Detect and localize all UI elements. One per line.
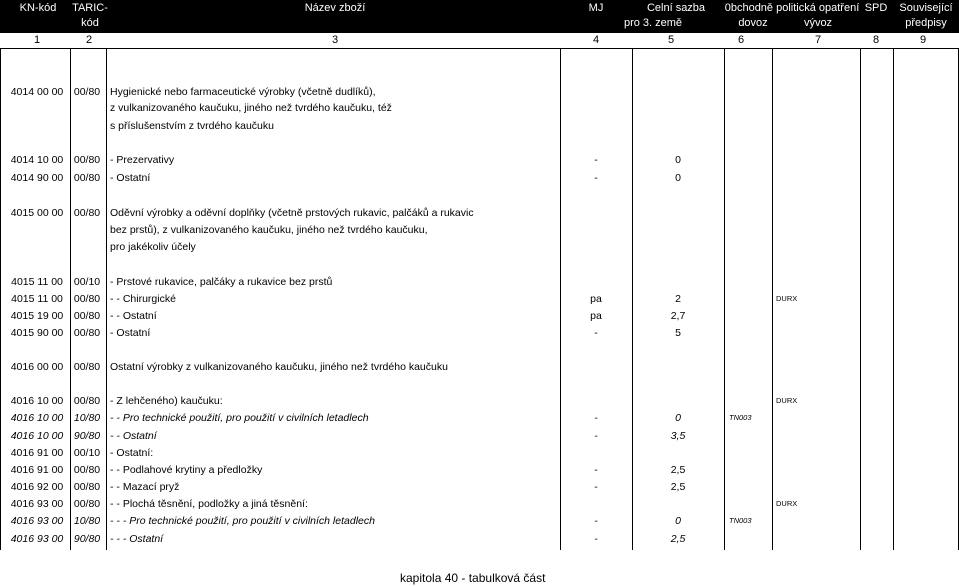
goods-name-cell: - - - Ostatní <box>110 533 164 545</box>
column-number: 1 <box>33 34 41 46</box>
taric-code-cell: 00/80 <box>73 395 101 407</box>
kn-code-cell: 4015 90 00 <box>10 327 64 339</box>
kn-code-cell: 4014 90 00 <box>10 172 64 184</box>
column-number: 8 <box>872 34 880 46</box>
table-row <box>0 410 959 426</box>
goods-name-cell: - Prezervativy <box>110 154 175 166</box>
unit-cell: - <box>594 515 598 527</box>
unit-cell: - <box>594 464 598 476</box>
header-dovoz: dovoz <box>738 17 768 29</box>
header-taric-line2: kód <box>81 17 99 29</box>
unit-cell: - <box>594 327 598 339</box>
header-souvisejici-line1: Související <box>899 2 953 14</box>
column-number: 5 <box>667 34 675 46</box>
page-footer: kapitola 40 - tabulková část <box>400 571 546 585</box>
table-row <box>0 428 959 444</box>
table-header <box>0 0 959 33</box>
taric-code-cell: 00/80 <box>73 207 101 219</box>
table-row <box>0 291 959 307</box>
column-number: 7 <box>814 34 822 46</box>
header-name: Název zboží <box>304 2 366 14</box>
table-row <box>0 170 959 186</box>
kn-code-cell: 4016 93 00 <box>10 515 64 527</box>
taric-code-cell: 90/80 <box>73 533 101 545</box>
column-number-row <box>0 33 959 48</box>
header-spd: SPD <box>864 2 888 14</box>
header-mj: MJ <box>588 2 604 14</box>
header-vyvoz: vývoz <box>803 17 833 29</box>
header-sazba-line2: pro 3. země <box>623 17 683 29</box>
table-row <box>0 325 959 341</box>
taric-code-cell: 00/80 <box>73 498 101 510</box>
table-row <box>0 513 959 529</box>
unit-cell: - <box>594 430 598 442</box>
table-row <box>0 359 959 375</box>
goods-name-cell: - - Ostatní <box>110 310 157 322</box>
header-souvisejici-line2: předpisy <box>905 17 947 29</box>
goods-name-cell: bez prstů), z vulkanizovaného kaučuku, jiného než tvrdého kaučuku, <box>110 224 428 236</box>
header-divider <box>0 48 959 49</box>
unit-cell: - <box>594 154 598 166</box>
duty-rate-cell: 2,5 <box>670 464 686 476</box>
column-number: 9 <box>919 34 927 46</box>
table-row <box>0 462 959 478</box>
taric-code-cell: 00/80 <box>73 310 101 322</box>
goods-name-cell: - - Mazací pryž <box>110 481 180 493</box>
kn-code-cell: 4016 91 00 <box>10 464 64 476</box>
taric-code-cell: 00/80 <box>73 327 101 339</box>
table-row <box>0 531 959 547</box>
import-measure-cell: TN003 <box>729 516 752 525</box>
goods-name-cell: z vulkanizovaného kaučuku, jiného než tvrdého kaučuku, též <box>110 102 392 114</box>
kn-code-cell: 4015 19 00 <box>10 310 64 322</box>
table-row <box>0 239 959 255</box>
duty-rate-cell: 0 <box>675 412 681 424</box>
kn-code-cell: 4016 10 00 <box>10 430 64 442</box>
taric-code-cell: 00/80 <box>73 154 101 166</box>
goods-name-cell: Ostatní výrobky z vulkanizovaného kaučuku, jiného než tvrdého kaučuku <box>110 361 448 373</box>
column-number: 3 <box>331 34 339 46</box>
unit-cell: pa <box>590 293 602 305</box>
unit-cell: - <box>594 533 598 545</box>
table-row <box>0 118 959 134</box>
unit-cell: - <box>594 412 598 424</box>
kn-code-cell: 4016 10 00 <box>10 412 64 424</box>
kn-code-cell: 4016 91 00 <box>10 447 64 459</box>
table-row <box>0 393 959 409</box>
taric-code-cell: 00/10 <box>73 276 101 288</box>
table-row <box>0 308 959 324</box>
taric-code-cell: 00/80 <box>73 464 101 476</box>
taric-code-cell: 00/80 <box>73 293 101 305</box>
table-row <box>0 100 959 116</box>
table-row <box>0 84 959 100</box>
table-row <box>0 205 959 221</box>
table-row <box>0 445 959 461</box>
kn-code-cell: 4014 10 00 <box>10 154 64 166</box>
column-number: 4 <box>592 34 600 46</box>
goods-name-cell: - - Podlahové krytiny a předložky <box>110 464 263 476</box>
unit-cell: pa <box>590 310 602 322</box>
column-number: 6 <box>737 34 745 46</box>
kn-code-cell: 4014 00 00 <box>10 86 64 98</box>
table-row <box>0 479 959 495</box>
spd-cell: DURX <box>776 499 798 508</box>
kn-code-cell: 4016 00 00 <box>10 361 64 373</box>
taric-code-cell: 00/80 <box>73 361 101 373</box>
table-row <box>0 152 959 168</box>
kn-code-cell: 4016 93 00 <box>10 498 64 510</box>
import-measure-cell: TN003 <box>729 413 752 422</box>
taric-code-cell: 00/10 <box>73 447 101 459</box>
duty-rate-cell: 2 <box>675 293 681 305</box>
goods-name-cell: - Ostatní: <box>110 447 154 459</box>
duty-rate-cell: 2,5 <box>670 481 686 493</box>
goods-name-cell: - Prstové rukavice, palčáky a rukavice bez prstů <box>110 276 333 288</box>
kn-code-cell: 4016 92 00 <box>10 481 64 493</box>
table-row <box>0 496 959 512</box>
header-sazba-line1: Celní sazba <box>646 2 706 14</box>
taric-code-cell: 00/80 <box>73 86 101 98</box>
goods-name-cell: - - Chirurgické <box>110 293 176 305</box>
header-kn-code: KN-kód <box>19 2 57 14</box>
goods-name-cell: - - Plochá těsnění, podložky a jiná těsnění: <box>110 498 308 510</box>
kn-code-cell: 4015 11 00 <box>11 293 63 305</box>
spd-cell: DURX <box>776 396 798 405</box>
duty-rate-cell: 0 <box>675 515 681 527</box>
kn-code-cell: 4016 10 00 <box>10 395 64 407</box>
goods-name-cell: Oděvní výrobky a oděvní doplňky (včetně prstových rukavic, palčáků a rukavic <box>110 207 474 219</box>
goods-name-cell: - - Pro technické použití, pro použití v civilních letadlech <box>110 412 369 424</box>
goods-name-cell: - Z lehčeného) kaučuku: <box>110 395 223 407</box>
kn-code-cell: 4016 93 00 <box>10 533 64 545</box>
goods-name-cell: Hygienické nebo farmaceutické výrobky (včetně dudlíků), <box>110 86 376 98</box>
duty-rate-cell: 2,7 <box>670 310 686 322</box>
taric-code-cell: 00/80 <box>73 481 101 493</box>
goods-name-cell: - - Ostatní <box>110 430 157 442</box>
goods-name-cell: s příslušenstvím z tvrdého kaučuku <box>110 120 274 132</box>
duty-rate-cell: 3,5 <box>670 430 686 442</box>
unit-cell: - <box>594 481 598 493</box>
kn-code-cell: 4015 11 00 <box>11 276 63 288</box>
duty-rate-cell: 0 <box>675 172 681 184</box>
column-number: 2 <box>85 34 93 46</box>
goods-name-cell: - - - Pro technické použití, pro použití v civilních letadlech <box>110 515 375 527</box>
table-row <box>0 274 959 290</box>
duty-rate-cell: 5 <box>675 327 681 339</box>
taric-code-cell: 10/80 <box>73 515 101 527</box>
kn-code-cell: 4015 00 00 <box>10 207 64 219</box>
header-policy: 0bchodně politická opatření <box>724 2 860 14</box>
table-row <box>0 222 959 238</box>
unit-cell: - <box>594 172 598 184</box>
taric-code-cell: 90/80 <box>73 430 101 442</box>
goods-name-cell: - Ostatní <box>110 327 151 339</box>
duty-rate-cell: 2,5 <box>670 533 686 545</box>
taric-code-cell: 10/80 <box>73 412 101 424</box>
header-taric-line1: TARIC- <box>72 2 108 14</box>
duty-rate-cell: 0 <box>675 154 681 166</box>
taric-code-cell: 00/80 <box>73 172 101 184</box>
goods-name-cell: - Ostatní <box>110 172 151 184</box>
goods-name-cell: pro jakékoliv účely <box>110 241 196 253</box>
spd-cell: DURX <box>776 294 798 303</box>
